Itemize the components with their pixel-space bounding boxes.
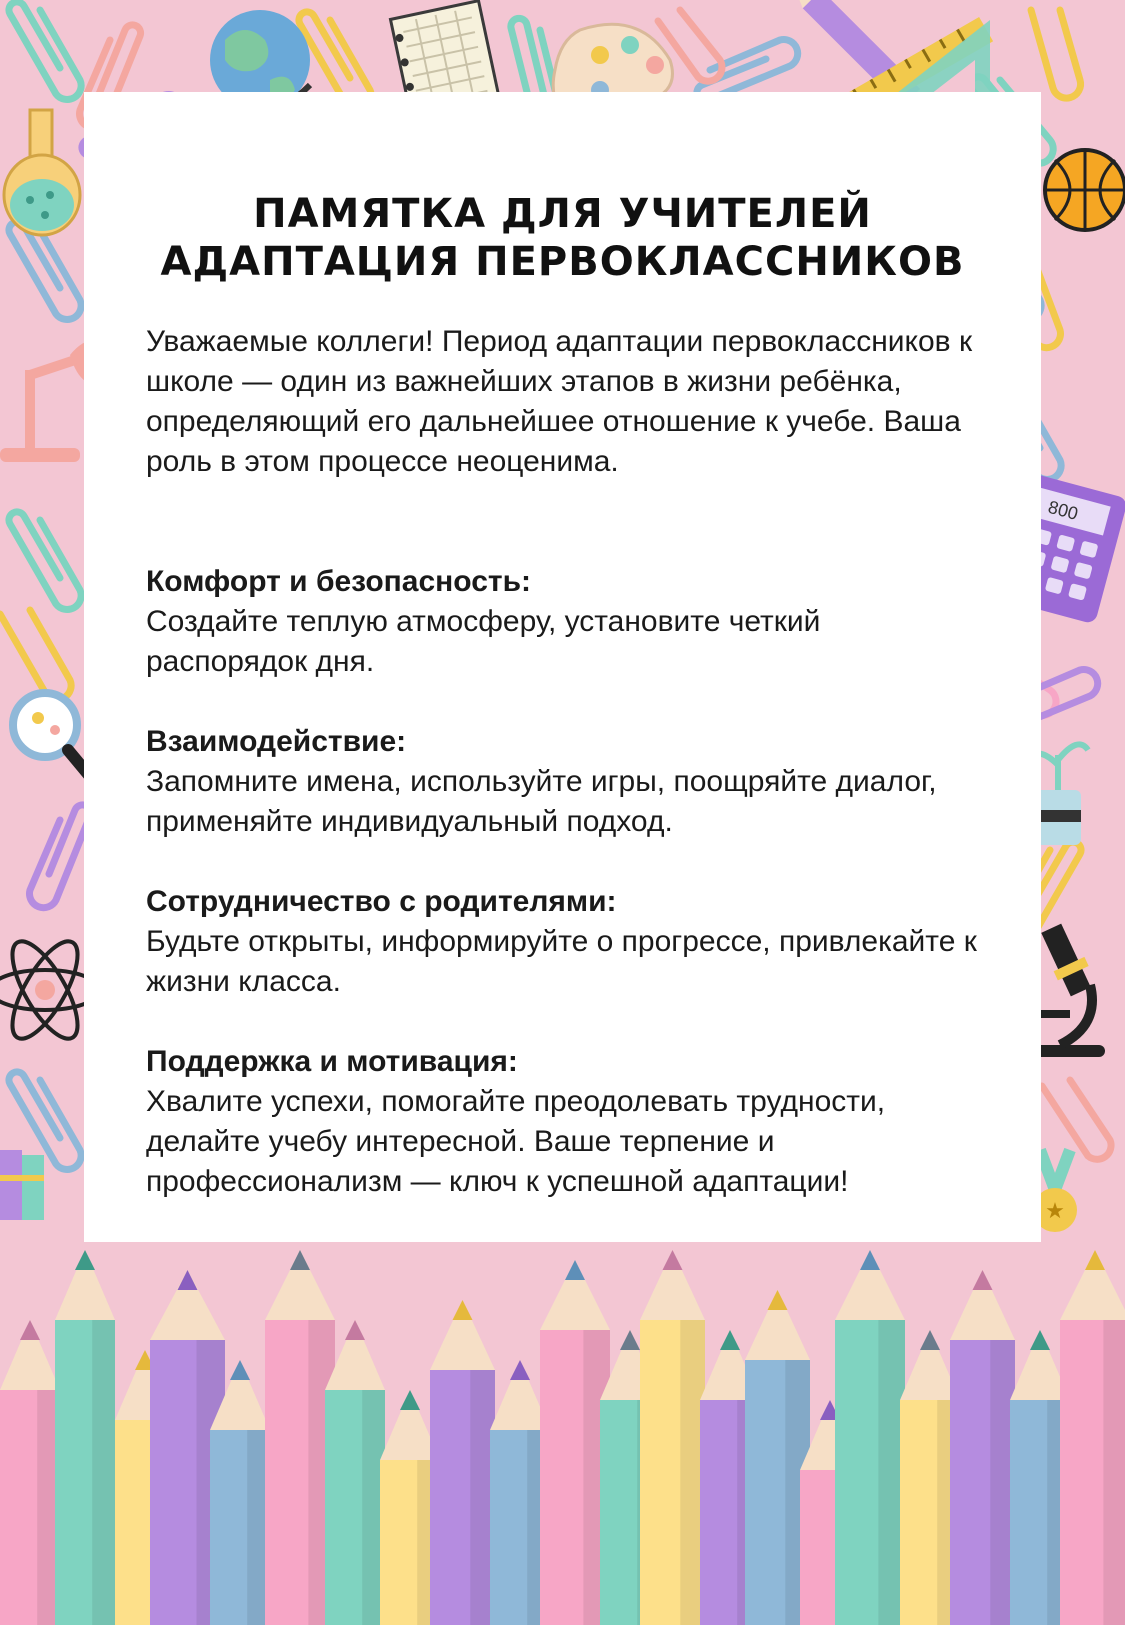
section-parents [146, 882, 986, 1002]
paperclip-icon [30, 805, 91, 908]
section-heading: Сотрудничество с родителями: [146, 885, 617, 918]
section-heading: Комфорт и безопасность: [146, 565, 532, 598]
svg-text:★: ★ [1045, 1199, 1065, 1224]
flask-icon [4, 110, 80, 235]
books-icon [0, 1150, 44, 1220]
magnifier-icon [13, 693, 93, 780]
section-support [146, 1042, 986, 1202]
section-comfort [146, 562, 986, 682]
paperclip-icon [9, 222, 81, 320]
basketball-icon [1045, 150, 1125, 230]
section-interaction [146, 722, 986, 842]
paperclip-icon [1031, 10, 1081, 98]
calculator-display: 800 [1046, 496, 1081, 524]
section-text: Будьте открыты, информируйте о прогрессе, привлекайте к жизни класса. [146, 925, 977, 998]
section-heading: Взаимодействие: [146, 725, 407, 758]
section-text: Запомните имена, используйте игры, поощряйте диалог, применяйте индивидуальный подход. [146, 765, 937, 838]
paperclip-icon [9, 2, 81, 100]
content-card [84, 92, 1041, 1242]
section-heading: Поддержка и мотивация: [146, 1045, 518, 1078]
page-title: ПАМЯТКА ДЛЯ УЧИТЕЛЕЙ [253, 191, 872, 237]
paperclip-icon [1042, 1080, 1111, 1159]
page-subtitle: АДАПТАЦИЯ ПЕРВОКЛАССНИКОВ [160, 239, 965, 285]
section-text: Создайте теплую атмосферу, установите четкий распорядок дня. [146, 605, 821, 678]
intro-paragraph: Уважаемые коллеги! Период адаптации первоклассников к школе — один из важнейших этапов в жизни ребёнка, определяющий его дальнейшее отношение к учебе. Ваша роль в этом процессе неоценима. [146, 325, 973, 478]
section-text: Хвалите успехи, помогайте преодолевать трудности, делайте учебу интересной. Ваше терпение и профессионализм — ключ к успешной адаптации! [146, 1085, 886, 1198]
paperclip-icon [0, 512, 81, 700]
